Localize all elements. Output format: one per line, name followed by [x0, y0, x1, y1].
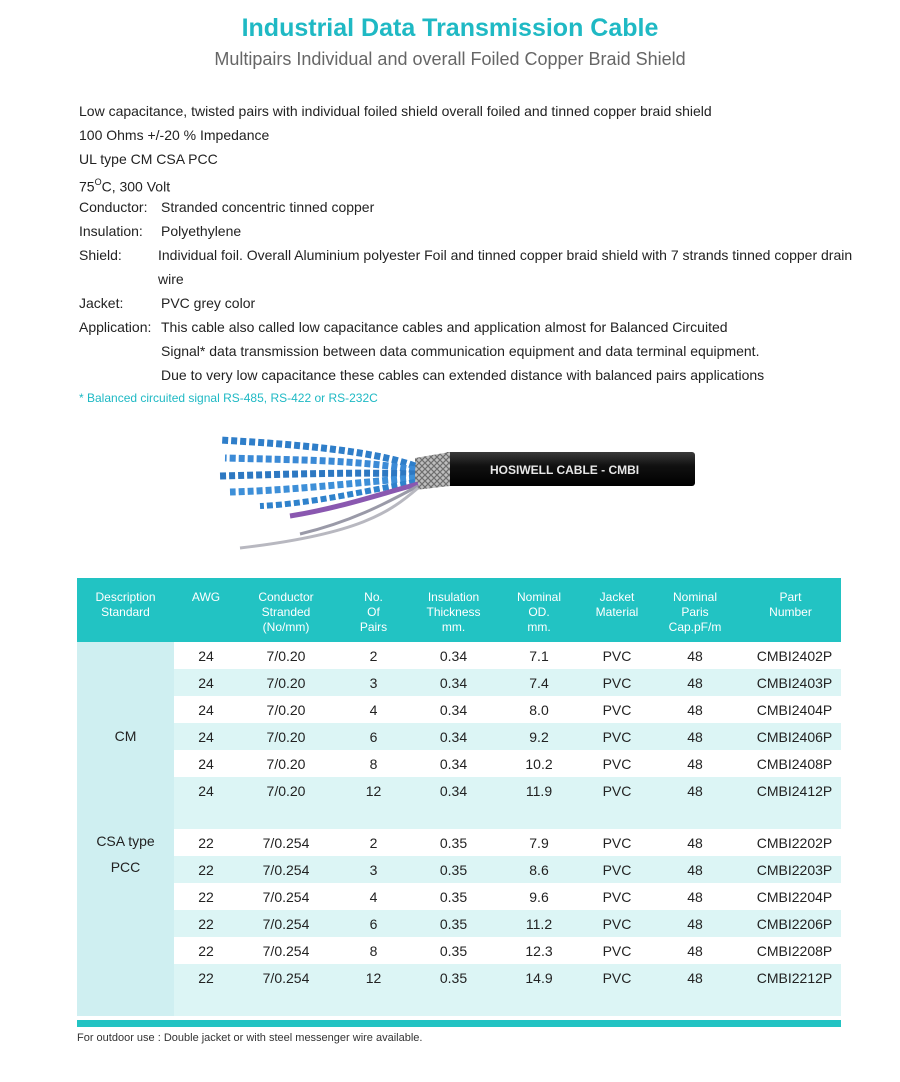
table-row	[77, 750, 841, 777]
table-cell: 0.34	[439, 647, 468, 664]
spacer-cell	[238, 804, 334, 829]
table-row	[77, 777, 841, 804]
part-number-cell: CMBI2202P	[756, 834, 833, 851]
page-title: Industrial Data Transmission Cable	[241, 14, 659, 42]
cable-spec-table	[77, 578, 841, 1016]
table-cell: 7/0.20	[238, 777, 334, 804]
part-number-cell: CMBI2208P	[756, 942, 833, 959]
column-header-line: Standard	[101, 605, 150, 619]
column-header-line: (No/mm)	[262, 620, 310, 634]
table-cell: 6	[334, 910, 413, 937]
table-cell: 7/0.254	[238, 856, 334, 883]
part-number-cell: CMBI2412P	[740, 777, 841, 804]
part-number-cell: CMBI2406P	[740, 723, 841, 750]
table-cell: PVC	[584, 669, 650, 696]
table-cell: PVC	[602, 942, 632, 959]
column-header	[584, 578, 650, 642]
standard-csa-pcc	[77, 829, 174, 1016]
table-cell: 7.4	[494, 669, 584, 696]
table-cell: PVC	[584, 910, 650, 937]
table-row	[77, 696, 841, 723]
table-cell: 7/0.20	[266, 701, 306, 718]
table-cell: 8.0	[529, 701, 549, 718]
table-row	[77, 937, 841, 964]
table-cell: 0.34	[439, 755, 468, 772]
table-cell: 48	[650, 723, 740, 750]
table-row	[77, 829, 841, 856]
column-header-line: OD.	[528, 605, 550, 619]
column-header	[650, 578, 740, 642]
table-cell: 12	[334, 777, 413, 804]
table-row	[77, 642, 841, 669]
column-header-line: Conductor	[258, 590, 314, 604]
conductor-label: Conductor:	[79, 199, 148, 215]
column-header	[494, 578, 584, 642]
column-header-line: No.	[364, 590, 383, 604]
spec-shield	[79, 245, 869, 293]
table-cell: 24	[174, 777, 238, 804]
table-cell: 24	[198, 701, 214, 718]
table-cell: 7.9	[529, 834, 549, 851]
spacer-cell	[238, 991, 334, 1016]
spacer-cell	[334, 804, 413, 829]
balanced-signal-note: * Balanced circuited signal RS-485, RS-422 or RS-232C	[79, 391, 378, 405]
table-cell: 10.2	[525, 755, 553, 772]
spec-jacket	[79, 293, 869, 317]
table-cell: 7.1	[529, 647, 549, 664]
table-cell: 0.35	[413, 964, 494, 991]
standard-pcc-line: PCC	[110, 859, 141, 875]
spacer-cell	[740, 804, 841, 829]
table-cell: 12.3	[525, 942, 553, 959]
column-header-line: Stranded	[261, 605, 311, 619]
column-header-line: Description	[95, 590, 156, 604]
spacer-cell	[334, 991, 413, 1016]
table-cell: 22	[174, 964, 238, 991]
table-cell: 2	[369, 647, 378, 664]
shield-label: Shield:	[79, 247, 122, 263]
table-cell: 7/0.254	[262, 834, 310, 851]
spacer-cell	[650, 991, 740, 1016]
table-cell: 6	[334, 723, 413, 750]
spacer-cell	[494, 804, 584, 829]
column-header	[334, 578, 413, 642]
table-spacer-row	[77, 804, 841, 829]
temp-degree: O	[94, 177, 102, 187]
standard-cm: CM	[77, 642, 174, 829]
insulation-value: Polyethylene	[161, 223, 242, 239]
table-cell: 3	[334, 669, 413, 696]
application-label: Application:	[79, 319, 152, 335]
outdoor-use-note: For outdoor use : Double jacket or with steel messenger wire available.	[77, 1032, 423, 1044]
column-header-line: Pairs	[359, 620, 388, 634]
spec-line-3: UL type CM CSA PCC	[79, 151, 218, 167]
spacer-cell	[494, 991, 584, 1016]
table-cell: 0.35	[439, 888, 468, 905]
spec-insulation	[79, 221, 869, 245]
table-cell: 4	[369, 888, 378, 905]
table-cell: PVC	[584, 856, 650, 883]
table-cell: 7/0.254	[262, 888, 310, 905]
table-cell: 48	[687, 888, 703, 905]
table-cell: 7/0.254	[262, 942, 310, 959]
table-cell: 7/0.20	[238, 723, 334, 750]
column-header-line: Thickness	[426, 605, 481, 619]
table-cell: 48	[650, 856, 740, 883]
spec-temperature	[79, 173, 869, 197]
column-header	[413, 578, 494, 642]
temp-value: 75	[79, 178, 95, 195]
column-header	[238, 578, 334, 642]
application-line-3: Due to very low capacitance these cables can extended distance with balanced pairs applications	[161, 367, 765, 383]
spec-conductor	[79, 197, 869, 221]
table-cell: 9.2	[494, 723, 584, 750]
table-cell: 22	[174, 856, 238, 883]
table-cell: 8	[369, 755, 378, 772]
spacer-cell	[740, 991, 841, 1016]
part-number-cell: CMBI2203P	[740, 856, 841, 883]
table-cell: PVC	[602, 834, 632, 851]
table-cell: PVC	[584, 777, 650, 804]
standard-csa-line: CSA type	[96, 833, 155, 849]
part-number-cell: CMBI2404P	[756, 701, 833, 718]
column-header	[174, 578, 238, 642]
column-header-line: Part	[779, 590, 802, 604]
table-cell: 0.35	[439, 942, 468, 959]
table-cell: 0.35	[439, 834, 468, 851]
table-cell: 0.34	[413, 777, 494, 804]
table-cell: 48	[687, 647, 703, 664]
table-cell: PVC	[602, 701, 632, 718]
temp-rest: C, 300 Volt	[101, 178, 171, 195]
jacket-value: PVC grey color	[161, 295, 256, 311]
table-cell: 22	[198, 888, 214, 905]
column-header-line: AWG	[191, 590, 221, 604]
part-number-cell: CMBI2408P	[756, 755, 833, 772]
table-cell: 0.34	[439, 701, 468, 718]
table-cell: PVC	[584, 723, 650, 750]
column-header-line: Material	[595, 605, 639, 619]
table-cell: 0.34	[413, 723, 494, 750]
column-header-line: Jacket	[599, 590, 635, 604]
table-cell: 7/0.20	[238, 669, 334, 696]
spec-list	[79, 101, 869, 409]
column-header	[740, 578, 841, 642]
table-cell: 0.35	[413, 856, 494, 883]
table-cell: 48	[650, 777, 740, 804]
column-header-line: Number	[769, 605, 812, 619]
spacer-cell	[413, 804, 494, 829]
spec-line-2: 100 Ohms +/-20 % Impedance	[79, 127, 270, 143]
table-spacer-row	[77, 991, 841, 1016]
table-cell: 48	[650, 669, 740, 696]
table-header-row	[77, 578, 841, 642]
table-cell: 24	[198, 755, 214, 772]
table-row	[77, 910, 841, 937]
table-cell: 7/0.254	[238, 964, 334, 991]
application-line-1: This cable also called low capacitance cables and application almost for Balanced Circuited	[161, 319, 728, 335]
cable-print-text: HOSIWELL CABLE - CMBI	[490, 463, 640, 477]
table-cell: 22	[174, 910, 238, 937]
table-bottom-bar	[77, 1020, 841, 1027]
table-cell: 24	[198, 647, 214, 664]
application-line-2: Signal* data transmission between data communication equipment and data terminal equipment.	[161, 343, 760, 359]
part-number-cell: CMBI2212P	[740, 964, 841, 991]
part-number-cell: CMBI2402P	[756, 647, 833, 664]
table-cell: 48	[650, 910, 740, 937]
column-header-line: Of	[367, 605, 380, 619]
table-cell: 0.34	[413, 669, 494, 696]
cable-photo	[200, 430, 700, 560]
spacer-cell	[584, 991, 650, 1016]
table-cell: 24	[174, 723, 238, 750]
table-cell: 24	[174, 669, 238, 696]
column-header-line: Paris	[681, 605, 709, 619]
table-cell: 12	[334, 964, 413, 991]
spacer-cell	[584, 804, 650, 829]
part-number-cell: CMBI2403P	[740, 669, 841, 696]
table-cell: 48	[687, 834, 703, 851]
cable-braid	[415, 452, 450, 490]
spacer-cell	[650, 804, 740, 829]
table-cell: PVC	[584, 964, 650, 991]
table-cell: 22	[198, 942, 214, 959]
table-cell: 8	[369, 942, 378, 959]
spacer-cell	[413, 991, 494, 1016]
table-cell: PVC	[602, 755, 632, 772]
spec-line-1: Low capacitance, twisted pairs with individual foiled shield overall foiled and tinned copper braid shield	[79, 103, 712, 119]
table-cell: 11.2	[494, 910, 584, 937]
column-header	[77, 578, 174, 642]
table-row	[77, 723, 841, 750]
table-cell: 7/0.20	[266, 755, 306, 772]
insulation-label: Insulation:	[79, 223, 143, 239]
table-cell: 48	[650, 964, 740, 991]
table-row	[77, 856, 841, 883]
table-cell: 7/0.20	[266, 647, 306, 664]
column-header-line: Insulation	[427, 590, 480, 604]
spacer-cell	[174, 804, 238, 829]
application-text	[161, 315, 764, 387]
part-number-cell: CMBI2204P	[756, 888, 833, 905]
table-cell: 14.9	[494, 964, 584, 991]
shield-value: Individual foil. Overall Aluminium polyester Foil and tinned copper braid shield with 7 strands tinned copper drain wire	[158, 247, 853, 287]
column-header-line: mm.	[441, 620, 466, 634]
part-number-cell: CMBI2206P	[740, 910, 841, 937]
spacer-cell	[174, 991, 238, 1016]
column-header-line: Nominal	[672, 590, 717, 604]
table-cell: PVC	[602, 888, 632, 905]
table-cell: 48	[687, 755, 703, 772]
table-cell: PVC	[602, 647, 632, 664]
table-cell: 3	[334, 856, 413, 883]
table-cell: 9.6	[529, 888, 549, 905]
jacket-label: Jacket:	[79, 295, 124, 311]
spec-application	[79, 317, 869, 389]
table-cell: 11.9	[494, 777, 584, 804]
table-cell: 7/0.254	[238, 910, 334, 937]
table-cell: 48	[687, 942, 703, 959]
table-cell: 22	[198, 834, 214, 851]
table-cell: 4	[369, 701, 378, 718]
conductor-value: Stranded concentric tinned copper	[161, 199, 375, 215]
table-cell: 48	[687, 701, 703, 718]
table-row	[77, 883, 841, 910]
table-cell: 2	[369, 834, 378, 851]
table-row	[77, 964, 841, 991]
table-cell: 8.6	[494, 856, 584, 883]
column-header-line: Nominal	[516, 590, 561, 604]
column-header-line: mm.	[527, 620, 551, 634]
page-subtitle: Multipairs Individual and overall Foiled Copper Braid Shield	[214, 49, 686, 69]
table-cell: 0.35	[413, 910, 494, 937]
table-row	[77, 669, 841, 696]
column-header-line: Cap.pF/m	[668, 620, 722, 634]
